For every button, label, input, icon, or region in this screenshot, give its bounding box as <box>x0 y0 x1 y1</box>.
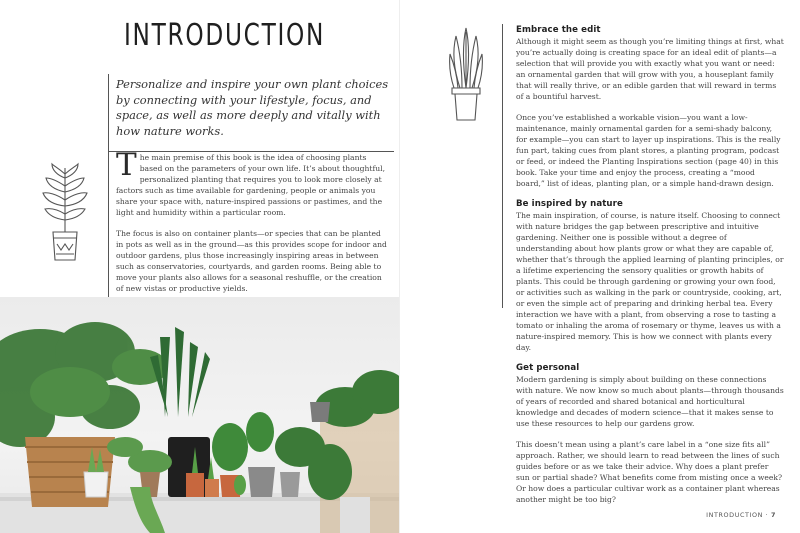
page-title: INTRODUCTION <box>124 18 326 53</box>
section-heading: Embrace the edit <box>516 25 601 35</box>
section-paragraph: Once you’ve established a workable vision—you want a low-maintenance, mainly ornamental garden for a semi-shady balcony, for example—you can start to layer up inspirations. This is the really fun part, taking cues from plant stores, a planting program, podcast or feed, or indeed the Planting Inspirations section (page 40) in this book. Take your time and enjoy the process, creating a “mood board,” list of ideas, planting plan, or a simple hand-drawn design. <box>516 113 781 188</box>
left-paragraph-2: The focus is also on container plants—or species that can be planted in pots as well as in the ground—as this provides scope for indoor and outdoor gardens, plus those increasingly inspiring areas in between such as conservatories, courtyards, and garden rooms. Being able to move your plants also allows for a seasonal reshuffle, or the creation of new vistas or productive yields. <box>116 229 387 293</box>
plant-arrangement-photo <box>0 297 400 533</box>
left-body-text <box>116 147 388 304</box>
potted-plant-icon <box>38 160 92 264</box>
right-body-text <box>516 25 784 515</box>
section-paragraph: The main inspiration, of course, is nature itself. Choosing to connect with nature bridges the gap between prescriptive and intuitive gardening. Neither one is possible without a degree of understanding about how plants grow or what they are capable of, whether that’s through the applied learning of planting principles, or a lifetime experiencing the sensory qualities or growth habits of plants. This could be through gardening or growing your own food, or activities such as walking in the park or countryside, cooking, art, or even the simple act of preparing and drinking herbal tea. Every interaction we have with a plant, from observing a rose to tasting a tomato or inhaling the aroma of rosemary or thyme, leaves us with a nature-inspired memory. This is how we connect with plants every day. <box>516 211 784 352</box>
body-rule <box>108 151 109 301</box>
section-paragraph: Although it might seem as though you’re limiting things at first, what you’re actually doing is creating space for an ideal edit of plants—a selection that will provide you with exactly what you want or need: an ornamental garden that will grow with you, a houseplant family that will really thrive, or an edible garden that will reward in terms of a bountiful harvest. <box>516 37 784 101</box>
drop-cap: T <box>116 147 137 183</box>
title-rule <box>108 74 109 151</box>
section-embrace-the-edit <box>516 25 784 189</box>
section-paragraph: This doesn’t mean using a plant’s care label in a “one size fits all” approach. Rather, we should learn to read between the lines of such guides before or as we take their advice. Why does a plant prefer sun or partial shade? What benefits come from misting once a week? Or how does a particular cultivar work as a container plant whereas another might be too big? <box>516 440 783 504</box>
left-paragraph-1: The main premise of this book is the idea of choosing plants based on the parameters of your own life. It’s about thoughtful, personalized planting that requires you to look more closely at factors such as time available for gardening, people or animals you share your space with, nature-inspired passions or pastimes, and the light and humidity within a particular room. <box>116 147 385 217</box>
section-heading: Get personal <box>516 363 580 373</box>
section-get-personal <box>516 363 784 505</box>
section-paragraph: Modern gardening is simply about building on these connections with nature. We now know so much about plants—through thousands of years of recorded and shared botanical and horticultural knowledge and decades of modern science—that it makes sense to use these resources to help our gardens grow. <box>516 375 784 428</box>
potted-snake-plant-icon <box>448 26 484 124</box>
page-folio: INTRODUCTION · 7 <box>706 511 776 519</box>
section-be-inspired-by-nature <box>516 199 784 353</box>
intro-text: Personalize and inspire your own plant choices by connecting with your lifestyle, focus, and space, as well as more deeply and vitally with how nature works. <box>116 77 389 138</box>
section-heading: Be inspired by nature <box>516 199 623 209</box>
right-column-rule <box>502 24 503 308</box>
